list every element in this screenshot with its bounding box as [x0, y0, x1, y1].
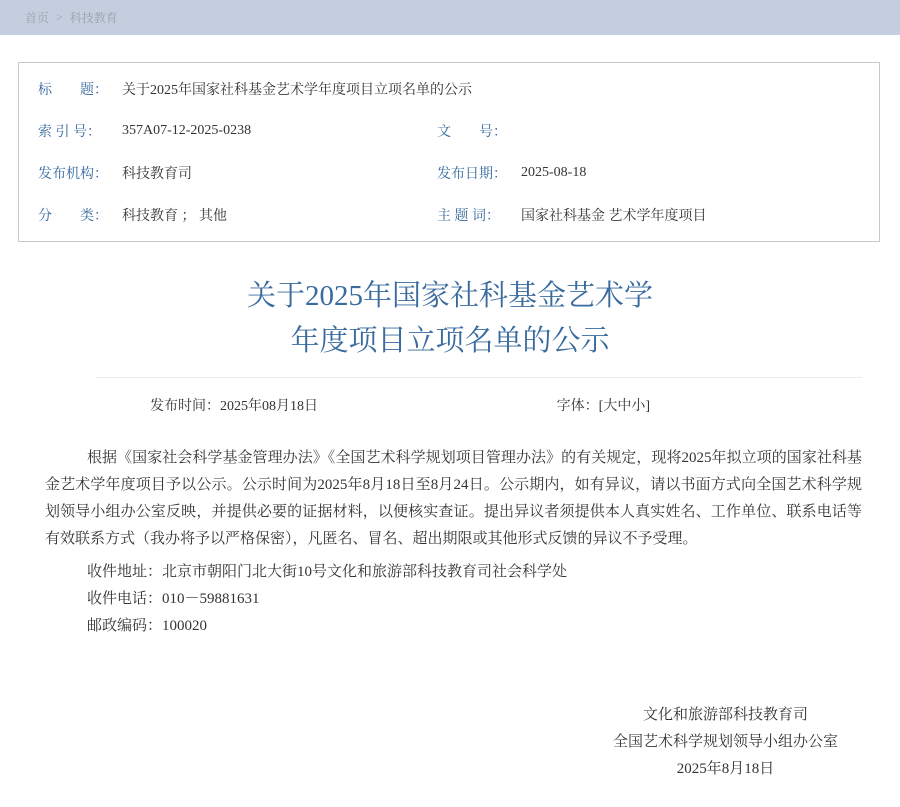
breadcrumb: [0, 0, 900, 35]
font-size-bracket-close: ]: [645, 399, 650, 414]
breadcrumb-separator: >: [56, 10, 63, 24]
publish-time: [150, 395, 318, 415]
announcement-paragraph: 根据《国家社会科学基金管理办法》《全国艺术科学规划项目管理办法》的有关规定，现将2025年拟立项的国家社科基金艺术学年度项目予以公示。公示时间为2025年8月18日至8月24日。公示期内，如有异议，请以书面方式向全国艺术科学规划领导小组办公室反映，并提供必要的证据材料，以便核实查证。提出异议者须提供本人真实姓名、工作单位、联系电话等有效联系方式（我办将予以严格保密），凡匿名、冒名、超出期限或其他形式反馈的异议不予受理。: [45, 450, 862, 547]
meta-agency-label: 发布机构：: [38, 167, 108, 182]
article-body: [0, 274, 900, 783]
meta-subject-label: 主 题 词：: [437, 209, 500, 224]
publish-meta-row: [45, 378, 862, 415]
font-size-small-button[interactable]: 小: [631, 399, 646, 414]
meta-index-label: 索 引 号：: [38, 125, 101, 140]
meta-date-value: 2025-08-18: [521, 165, 587, 180]
meta-category-value: 科技教育 ； 其他: [122, 209, 227, 224]
meta-row-category: [19, 194, 879, 236]
meta-row-agency: [19, 152, 879, 194]
breadcrumb-current[interactable]: 科技教育: [69, 11, 118, 25]
meta-title-value: 关于2025年国家社科基金艺术学年度项目立项名单的公示: [122, 83, 472, 98]
meta-date-label: 发布日期：: [437, 167, 507, 182]
meta-docnum-label: 文 号：: [437, 125, 507, 140]
font-size-bracket-open: [: [598, 399, 604, 414]
phone-line: 收件电话：010－59881631: [87, 591, 260, 607]
signature-block: [613, 702, 838, 783]
breadcrumb-home-link[interactable]: 首页: [25, 11, 50, 25]
font-size-large-button[interactable]: 大: [603, 399, 618, 414]
meta-subject-value: 国家社科基金 艺术学年度项目: [521, 209, 707, 224]
signature-org-1: 文化和旅游部科技教育司: [642, 707, 808, 723]
font-size-medium-button[interactable]: 中: [617, 399, 632, 414]
meta-category-label: 分 类：: [38, 209, 108, 224]
announcement-text: [45, 445, 862, 640]
meta-title-label: 标 题：: [38, 83, 108, 98]
meta-index-value: 357A07-12-2025-0238: [122, 123, 252, 138]
article-title-line2: 年度项目立项名单的公示: [290, 325, 610, 357]
mail-address-line: 收件地址：北京市朝阳门北大街10号文化和旅游部科技教育司社会科学处: [87, 564, 568, 580]
signature-org-2: 全国艺术科学规划领导小组办公室: [612, 734, 838, 750]
font-size-control: [557, 395, 650, 415]
article-title-line1: 关于2025年国家社科基金艺术学: [246, 280, 653, 312]
meta-agency-value: 科技教育司: [122, 167, 192, 182]
font-size-label: 字体：: [556, 399, 599, 414]
signature-date: 2025年8月18日: [676, 761, 775, 777]
article-title: [0, 274, 900, 364]
publish-time-label: 发布时间：: [150, 399, 220, 414]
meta-row-index: [19, 110, 879, 152]
postcode-line: 邮政编码：100020: [87, 618, 208, 634]
meta-row-title: [19, 68, 879, 110]
contact-block: [45, 559, 862, 640]
document-meta-table: [18, 62, 880, 242]
publish-time-value: 2025年08月18日: [220, 399, 318, 414]
